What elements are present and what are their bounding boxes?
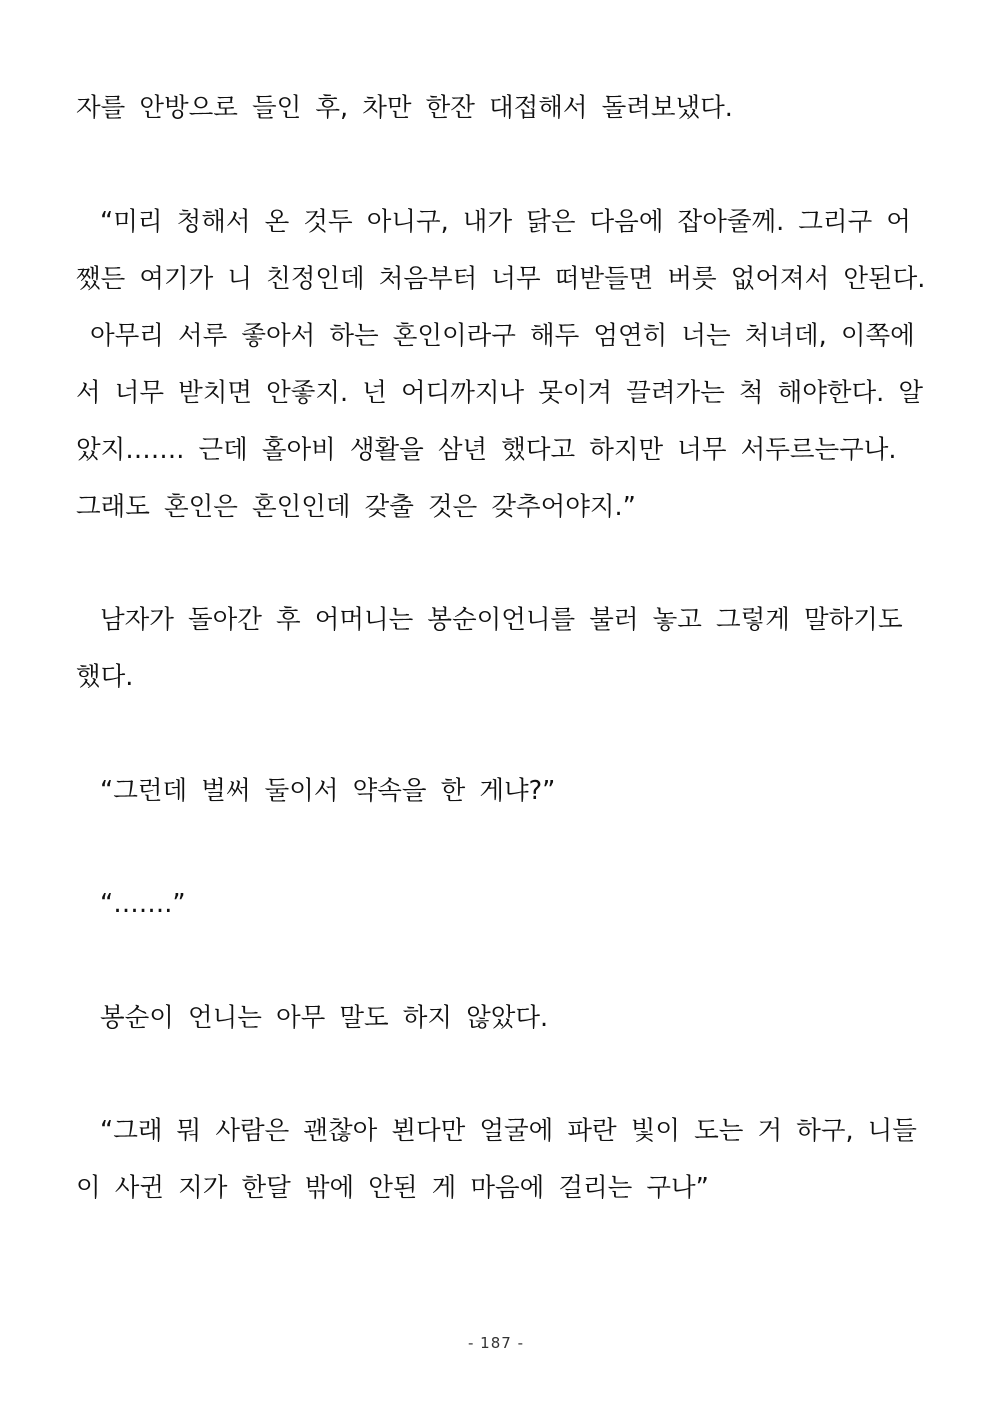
text-line-1: 자를 안방으로 들인 후, 차만 한잔 대접해서 돌려보냈다. bbox=[76, 93, 733, 123]
text-line-14: 이 사귄 지가 한달 밖에 안된 게 마음에 걸리는 구나” bbox=[76, 1173, 709, 1203]
page-number: - 187 - bbox=[468, 1334, 524, 1352]
text-line-9: 했다. bbox=[76, 662, 134, 692]
text-line-10: “그런데 벌써 둘이서 약속을 한 게냐?” bbox=[100, 776, 556, 806]
text-line-4: 아무리 서루 좋아서 하는 혼인이라구 해두 엄연히 너는 처녀데, 이쪽에 bbox=[90, 321, 915, 351]
text-line-13: “그래 뭐 사람은 괜찮아 뵌다만 얼굴에 파란 빛이 도는 거 하구, 니들 bbox=[100, 1116, 917, 1146]
text-line-5: 서 너무 받치면 안좋지. 넌 어디까지나 못이겨 끌려가는 척 해야한다. 알 bbox=[76, 378, 923, 408]
text-line-2: “미리 청해서 온 것두 아니구, 내가 닭은 다음에 잡아줄께. 그리구 어 bbox=[100, 207, 911, 237]
text-line-12: 봉순이 언니는 아무 말도 하지 않았다. bbox=[100, 1003, 549, 1033]
text-line-11: “…….” bbox=[100, 889, 186, 919]
text-line-8: 남자가 돌아간 후 어머니는 봉순이언니를 불러 놓고 그렇게 말하기도 bbox=[100, 605, 903, 635]
text-line-3: 쨌든 여기가 니 친정인데 처음부터 너무 떠받들면 버릇 없어져서 안된다. bbox=[76, 264, 926, 294]
text-line-6: 았지……. 근데 홀아비 생활을 삼년 했다고 하지만 너무 서두르는구나. bbox=[76, 435, 897, 465]
text-line-7: 그래도 혼인은 혼인인데 갖출 것은 갖추어야지.” bbox=[76, 492, 636, 522]
